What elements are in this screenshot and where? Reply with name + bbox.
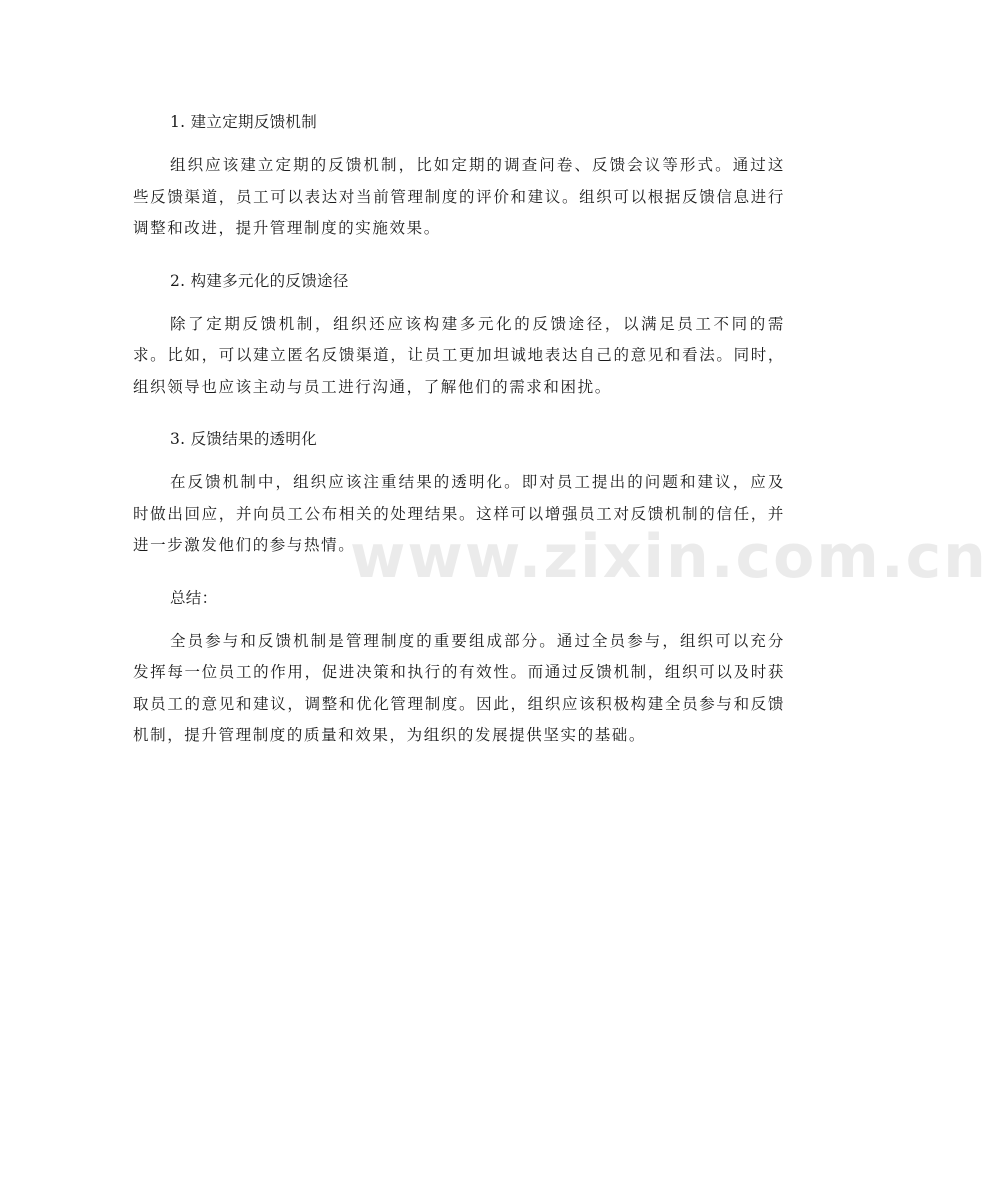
section-heading-2: 2. 构建多元化的反馈途径 <box>170 271 349 290</box>
section-paragraph-3: 在反馈机制中，组织应该注重结果的透明化。即对员工提出的问题和建议，应及时做出回应，并向员工公布相关的处理结果。这样可以增强员工对反馈机制的信任，并进一步激发他们的参与热情。 <box>133 473 785 554</box>
summary-heading: 总结： <box>170 588 218 607</box>
section-heading-3: 3. 反馈结果的透明化 <box>170 430 318 448</box>
watermark: www.zixin.com.cn <box>350 522 988 592</box>
section-heading-1: 1. 建立定期反馈机制 <box>170 113 318 131</box>
document-body <box>133 106 785 772</box>
section-paragraph-1: 组织应该建立定期的反馈机制，比如定期的调查问卷、反馈会议等形式。通过这些反馈渠道，员工可以表达对当前管理制度的评价和建议。组织可以根据反馈信息进行调整和改进，提升管理制度的实施效果。 <box>133 156 785 237</box>
section-paragraph-2: 除了定期反馈机制，组织还应该构建多元化的反馈途径，以满足员工不同的需求。比如，可以建立匿名反馈渠道，让员工更加坦诚地表达自己的意见和看法。同时，组织领导也应该主动与员工进行沟通，了解他们的需求和困扰。 <box>133 314 785 396</box>
summary-paragraph: 全员参与和反馈机制是管理制度的重要组成部分。通过全员参与，组织可以充分发挥每一位员工的作用，促进决策和执行的有效性。而通过反馈机制，组织可以及时获取员工的意见和建议，调整和优化管理制度。因此，组织应该积极构建全员参与和反馈机制，提升管理制度的质量和效果，为组织的发展提供坚实的基础。 <box>133 631 785 744</box>
